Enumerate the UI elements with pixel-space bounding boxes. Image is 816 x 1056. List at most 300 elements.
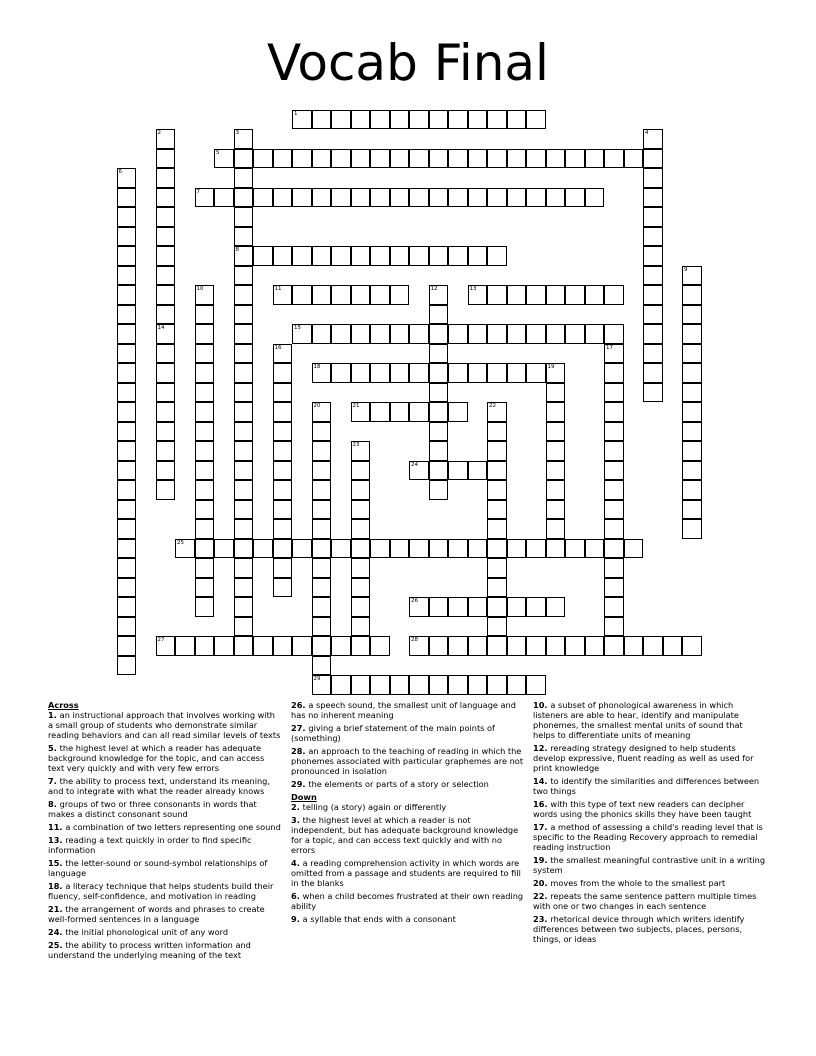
grid-cell[interactable] [429, 675, 449, 695]
grid-cell[interactable] [312, 519, 332, 539]
grid-cell[interactable] [546, 441, 566, 461]
grid-cell[interactable] [370, 675, 390, 695]
grid-cell[interactable] [643, 344, 663, 364]
grid-cell[interactable] [195, 578, 215, 598]
grid-cell[interactable] [234, 363, 254, 383]
grid-cell[interactable] [351, 402, 371, 422]
grid-cell[interactable] [429, 461, 449, 481]
grid-cell[interactable] [390, 539, 410, 559]
grid-cell[interactable] [312, 422, 332, 442]
grid-cell[interactable] [429, 441, 449, 461]
grid-cell[interactable] [273, 461, 293, 481]
grid-cell[interactable] [604, 149, 624, 169]
grid-cell[interactable] [234, 519, 254, 539]
grid-cell[interactable] [351, 500, 371, 520]
grid-cell[interactable] [429, 305, 449, 325]
grid-cell[interactable] [546, 636, 566, 656]
grid-cell[interactable] [487, 110, 507, 130]
grid-cell[interactable] [409, 246, 429, 266]
grid-cell[interactable] [195, 636, 215, 656]
grid-cell[interactable] [643, 285, 663, 305]
grid-cell[interactable] [292, 539, 312, 559]
grid-cell[interactable] [643, 266, 663, 286]
grid-cell[interactable] [234, 285, 254, 305]
grid-cell[interactable] [507, 636, 527, 656]
grid-cell[interactable] [390, 188, 410, 208]
grid-cell[interactable] [195, 344, 215, 364]
grid-cell[interactable] [117, 227, 137, 247]
grid-cell[interactable] [234, 480, 254, 500]
grid-cell[interactable] [195, 441, 215, 461]
grid-cell[interactable] [234, 597, 254, 617]
grid-cell[interactable] [234, 441, 254, 461]
grid-cell[interactable] [526, 149, 546, 169]
grid-cell[interactable] [312, 675, 332, 695]
grid-cell[interactable] [370, 402, 390, 422]
grid-cell[interactable] [390, 110, 410, 130]
grid-cell[interactable] [331, 110, 351, 130]
grid-cell[interactable] [312, 149, 332, 169]
grid-cell[interactable] [409, 675, 429, 695]
grid-cell[interactable] [156, 149, 176, 169]
grid-cell[interactable] [585, 149, 605, 169]
grid-cell[interactable] [117, 383, 137, 403]
grid-cell[interactable] [156, 188, 176, 208]
grid-cell[interactable] [351, 363, 371, 383]
grid-cell[interactable] [253, 188, 273, 208]
grid-cell[interactable] [604, 519, 624, 539]
grid-cell[interactable] [273, 558, 293, 578]
grid-cell[interactable] [234, 578, 254, 598]
grid-cell[interactable] [487, 636, 507, 656]
grid-cell[interactable] [253, 539, 273, 559]
grid-cell[interactable] [117, 168, 137, 188]
grid-cell[interactable] [624, 636, 644, 656]
grid-cell[interactable] [429, 422, 449, 442]
grid-cell[interactable] [195, 422, 215, 442]
grid-cell[interactable] [604, 636, 624, 656]
grid-cell[interactable] [507, 285, 527, 305]
grid-cell[interactable] [117, 188, 137, 208]
grid-cell[interactable] [117, 558, 137, 578]
grid-cell[interactable] [312, 558, 332, 578]
grid-cell[interactable] [156, 285, 176, 305]
grid-cell[interactable] [331, 539, 351, 559]
grid-cell[interactable] [604, 363, 624, 383]
grid-cell[interactable] [468, 597, 488, 617]
grid-cell[interactable] [234, 227, 254, 247]
grid-cell[interactable] [682, 344, 702, 364]
grid-cell[interactable] [468, 539, 488, 559]
grid-cell[interactable] [526, 324, 546, 344]
grid-cell[interactable] [448, 363, 468, 383]
grid-cell[interactable] [175, 539, 195, 559]
grid-cell[interactable] [487, 285, 507, 305]
grid-cell[interactable] [351, 324, 371, 344]
grid-cell[interactable] [585, 324, 605, 344]
grid-cell[interactable] [604, 383, 624, 403]
grid-cell[interactable] [234, 324, 254, 344]
grid-cell[interactable] [546, 597, 566, 617]
grid-cell[interactable] [312, 285, 332, 305]
grid-cell[interactable] [624, 149, 644, 169]
grid-cell[interactable] [117, 441, 137, 461]
grid-cell[interactable] [546, 383, 566, 403]
grid-cell[interactable] [156, 246, 176, 266]
grid-cell[interactable] [273, 383, 293, 403]
grid-cell[interactable] [195, 558, 215, 578]
grid-cell[interactable] [409, 636, 429, 656]
grid-cell[interactable] [117, 305, 137, 325]
grid-cell[interactable] [253, 636, 273, 656]
grid-cell[interactable] [351, 675, 371, 695]
grid-cell[interactable] [292, 110, 312, 130]
grid-cell[interactable] [195, 597, 215, 617]
grid-cell[interactable] [273, 539, 293, 559]
grid-cell[interactable] [604, 480, 624, 500]
grid-cell[interactable] [331, 324, 351, 344]
grid-cell[interactable] [546, 402, 566, 422]
grid-cell[interactable] [487, 500, 507, 520]
grid-cell[interactable] [585, 539, 605, 559]
grid-cell[interactable] [195, 480, 215, 500]
grid-cell[interactable] [331, 636, 351, 656]
grid-cell[interactable] [156, 402, 176, 422]
grid-cell[interactable] [546, 149, 566, 169]
grid-cell[interactable] [273, 578, 293, 598]
grid-cell[interactable] [468, 324, 488, 344]
grid-cell[interactable] [234, 266, 254, 286]
grid-cell[interactable] [604, 539, 624, 559]
grid-cell[interactable] [273, 149, 293, 169]
grid-cell[interactable] [156, 383, 176, 403]
grid-cell[interactable] [351, 539, 371, 559]
grid-cell[interactable] [448, 597, 468, 617]
grid-cell[interactable] [312, 246, 332, 266]
grid-cell[interactable] [273, 500, 293, 520]
grid-cell[interactable] [643, 324, 663, 344]
grid-cell[interactable] [507, 110, 527, 130]
grid-cell[interactable] [643, 636, 663, 656]
grid-cell[interactable] [234, 246, 254, 266]
grid-cell[interactable] [409, 149, 429, 169]
grid-cell[interactable] [117, 363, 137, 383]
grid-cell[interactable] [604, 578, 624, 598]
grid-cell[interactable] [351, 188, 371, 208]
grid-cell[interactable] [448, 246, 468, 266]
grid-cell[interactable] [604, 422, 624, 442]
grid-cell[interactable] [156, 480, 176, 500]
grid-cell[interactable] [565, 285, 585, 305]
grid-cell[interactable] [487, 324, 507, 344]
grid-cell[interactable] [448, 188, 468, 208]
grid-cell[interactable] [643, 363, 663, 383]
grid-cell[interactable] [507, 363, 527, 383]
grid-cell[interactable] [156, 461, 176, 481]
grid-cell[interactable] [468, 149, 488, 169]
grid-cell[interactable] [156, 324, 176, 344]
grid-cell[interactable] [117, 597, 137, 617]
grid-cell[interactable] [273, 422, 293, 442]
grid-cell[interactable] [292, 636, 312, 656]
grid-cell[interactable] [546, 539, 566, 559]
grid-cell[interactable] [507, 324, 527, 344]
grid-cell[interactable] [487, 246, 507, 266]
grid-cell[interactable] [643, 305, 663, 325]
grid-cell[interactable] [351, 246, 371, 266]
grid-cell[interactable] [390, 149, 410, 169]
grid-cell[interactable] [234, 149, 254, 169]
grid-cell[interactable] [312, 617, 332, 637]
grid-cell[interactable] [351, 149, 371, 169]
grid-cell[interactable] [351, 519, 371, 539]
grid-cell[interactable] [429, 363, 449, 383]
grid-cell[interactable] [448, 324, 468, 344]
grid-cell[interactable] [273, 480, 293, 500]
grid-cell[interactable] [292, 324, 312, 344]
grid-cell[interactable] [546, 324, 566, 344]
grid-cell[interactable] [390, 324, 410, 344]
grid-cell[interactable] [604, 285, 624, 305]
grid-cell[interactable] [663, 636, 683, 656]
grid-cell[interactable] [448, 461, 468, 481]
grid-cell[interactable] [156, 129, 176, 149]
grid-cell[interactable] [643, 149, 663, 169]
grid-cell[interactable] [682, 402, 702, 422]
grid-cell[interactable] [448, 636, 468, 656]
grid-cell[interactable] [546, 461, 566, 481]
grid-cell[interactable] [351, 441, 371, 461]
grid-cell[interactable] [409, 402, 429, 422]
grid-cell[interactable] [448, 110, 468, 130]
grid-cell[interactable] [604, 500, 624, 520]
grid-cell[interactable] [507, 539, 527, 559]
grid-cell[interactable] [643, 129, 663, 149]
grid-cell[interactable] [546, 500, 566, 520]
grid-cell[interactable] [643, 246, 663, 266]
grid-cell[interactable] [546, 519, 566, 539]
grid-cell[interactable] [312, 500, 332, 520]
grid-cell[interactable] [448, 539, 468, 559]
grid-cell[interactable] [117, 519, 137, 539]
grid-cell[interactable] [468, 246, 488, 266]
grid-cell[interactable] [682, 363, 702, 383]
grid-cell[interactable] [351, 558, 371, 578]
grid-cell[interactable] [429, 402, 449, 422]
grid-cell[interactable] [234, 129, 254, 149]
grid-cell[interactable] [117, 266, 137, 286]
grid-cell[interactable] [682, 305, 702, 325]
grid-cell[interactable] [526, 539, 546, 559]
grid-cell[interactable] [292, 149, 312, 169]
grid-cell[interactable] [117, 636, 137, 656]
grid-cell[interactable] [682, 285, 702, 305]
grid-cell[interactable] [312, 656, 332, 676]
grid-cell[interactable] [682, 266, 702, 286]
grid-cell[interactable] [409, 110, 429, 130]
grid-cell[interactable] [429, 246, 449, 266]
grid-cell[interactable] [526, 188, 546, 208]
grid-cell[interactable] [487, 188, 507, 208]
grid-cell[interactable] [487, 149, 507, 169]
grid-cell[interactable] [234, 500, 254, 520]
grid-cell[interactable] [390, 402, 410, 422]
grid-cell[interactable] [390, 675, 410, 695]
grid-cell[interactable] [156, 207, 176, 227]
grid-cell[interactable] [604, 558, 624, 578]
grid-cell[interactable] [526, 363, 546, 383]
grid-cell[interactable] [214, 188, 234, 208]
grid-cell[interactable] [487, 617, 507, 637]
grid-cell[interactable] [117, 207, 137, 227]
grid-cell[interactable] [487, 539, 507, 559]
grid-cell[interactable] [409, 597, 429, 617]
grid-cell[interactable] [117, 402, 137, 422]
grid-cell[interactable] [546, 188, 566, 208]
grid-cell[interactable] [195, 285, 215, 305]
grid-cell[interactable] [195, 305, 215, 325]
grid-cell[interactable] [351, 617, 371, 637]
grid-cell[interactable] [429, 597, 449, 617]
grid-cell[interactable] [273, 519, 293, 539]
grid-cell[interactable] [409, 324, 429, 344]
grid-cell[interactable] [351, 597, 371, 617]
grid-cell[interactable] [234, 636, 254, 656]
grid-cell[interactable] [585, 636, 605, 656]
grid-cell[interactable] [312, 188, 332, 208]
grid-cell[interactable] [234, 188, 254, 208]
grid-cell[interactable] [643, 207, 663, 227]
grid-cell[interactable] [565, 324, 585, 344]
grid-cell[interactable] [448, 675, 468, 695]
grid-cell[interactable] [507, 188, 527, 208]
grid-cell[interactable] [253, 246, 273, 266]
grid-cell[interactable] [156, 363, 176, 383]
grid-cell[interactable] [468, 675, 488, 695]
grid-cell[interactable] [682, 461, 702, 481]
grid-cell[interactable] [390, 285, 410, 305]
grid-cell[interactable] [487, 519, 507, 539]
grid-cell[interactable] [546, 285, 566, 305]
grid-cell[interactable] [487, 558, 507, 578]
grid-cell[interactable] [604, 461, 624, 481]
grid-cell[interactable] [175, 636, 195, 656]
grid-cell[interactable] [487, 402, 507, 422]
grid-cell[interactable] [117, 480, 137, 500]
grid-cell[interactable] [234, 305, 254, 325]
grid-cell[interactable] [312, 539, 332, 559]
grid-cell[interactable] [546, 363, 566, 383]
grid-cell[interactable] [312, 480, 332, 500]
grid-cell[interactable] [468, 461, 488, 481]
grid-cell[interactable] [331, 285, 351, 305]
grid-cell[interactable] [234, 383, 254, 403]
grid-cell[interactable] [370, 149, 390, 169]
grid-cell[interactable] [604, 597, 624, 617]
grid-cell[interactable] [273, 285, 293, 305]
grid-cell[interactable] [156, 441, 176, 461]
grid-cell[interactable] [682, 422, 702, 442]
grid-cell[interactable] [370, 324, 390, 344]
grid-cell[interactable] [429, 480, 449, 500]
grid-cell[interactable] [487, 480, 507, 500]
grid-cell[interactable] [234, 617, 254, 637]
grid-cell[interactable] [682, 519, 702, 539]
grid-cell[interactable] [604, 344, 624, 364]
grid-cell[interactable] [507, 597, 527, 617]
grid-cell[interactable] [331, 188, 351, 208]
grid-cell[interactable] [234, 422, 254, 442]
grid-cell[interactable] [117, 656, 137, 676]
grid-cell[interactable] [273, 636, 293, 656]
grid-cell[interactable] [565, 149, 585, 169]
grid-cell[interactable] [604, 617, 624, 637]
grid-cell[interactable] [156, 344, 176, 364]
grid-cell[interactable] [370, 188, 390, 208]
grid-cell[interactable] [292, 285, 312, 305]
grid-cell[interactable] [468, 285, 488, 305]
grid-cell[interactable] [195, 500, 215, 520]
grid-cell[interactable] [312, 110, 332, 130]
grid-cell[interactable] [312, 402, 332, 422]
grid-cell[interactable] [117, 539, 137, 559]
grid-cell[interactable] [546, 480, 566, 500]
grid-cell[interactable] [234, 461, 254, 481]
grid-cell[interactable] [526, 110, 546, 130]
grid-cell[interactable] [390, 246, 410, 266]
grid-cell[interactable] [195, 188, 215, 208]
grid-cell[interactable] [507, 149, 527, 169]
grid-cell[interactable] [682, 480, 702, 500]
grid-cell[interactable] [643, 188, 663, 208]
grid-cell[interactable] [429, 285, 449, 305]
grid-cell[interactable] [682, 383, 702, 403]
grid-cell[interactable] [409, 363, 429, 383]
grid-cell[interactable] [331, 363, 351, 383]
grid-cell[interactable] [448, 149, 468, 169]
grid-cell[interactable] [565, 188, 585, 208]
grid-cell[interactable] [487, 363, 507, 383]
grid-cell[interactable] [312, 636, 332, 656]
grid-cell[interactable] [409, 188, 429, 208]
grid-cell[interactable] [117, 285, 137, 305]
grid-cell[interactable] [351, 480, 371, 500]
grid-cell[interactable] [565, 539, 585, 559]
grid-cell[interactable] [604, 441, 624, 461]
grid-cell[interactable] [117, 246, 137, 266]
grid-cell[interactable] [117, 344, 137, 364]
grid-cell[interactable] [273, 363, 293, 383]
grid-cell[interactable] [234, 344, 254, 364]
grid-cell[interactable] [682, 441, 702, 461]
grid-cell[interactable] [643, 168, 663, 188]
grid-cell[interactable] [156, 168, 176, 188]
grid-cell[interactable] [487, 578, 507, 598]
grid-cell[interactable] [273, 441, 293, 461]
grid-cell[interactable] [273, 188, 293, 208]
grid-cell[interactable] [585, 188, 605, 208]
grid-cell[interactable] [156, 636, 176, 656]
grid-cell[interactable] [468, 636, 488, 656]
grid-cell[interactable] [351, 578, 371, 598]
grid-cell[interactable] [292, 188, 312, 208]
grid-cell[interactable] [234, 207, 254, 227]
grid-cell[interactable] [195, 324, 215, 344]
grid-cell[interactable] [156, 305, 176, 325]
grid-cell[interactable] [682, 324, 702, 344]
grid-cell[interactable] [604, 324, 624, 344]
grid-cell[interactable] [682, 636, 702, 656]
